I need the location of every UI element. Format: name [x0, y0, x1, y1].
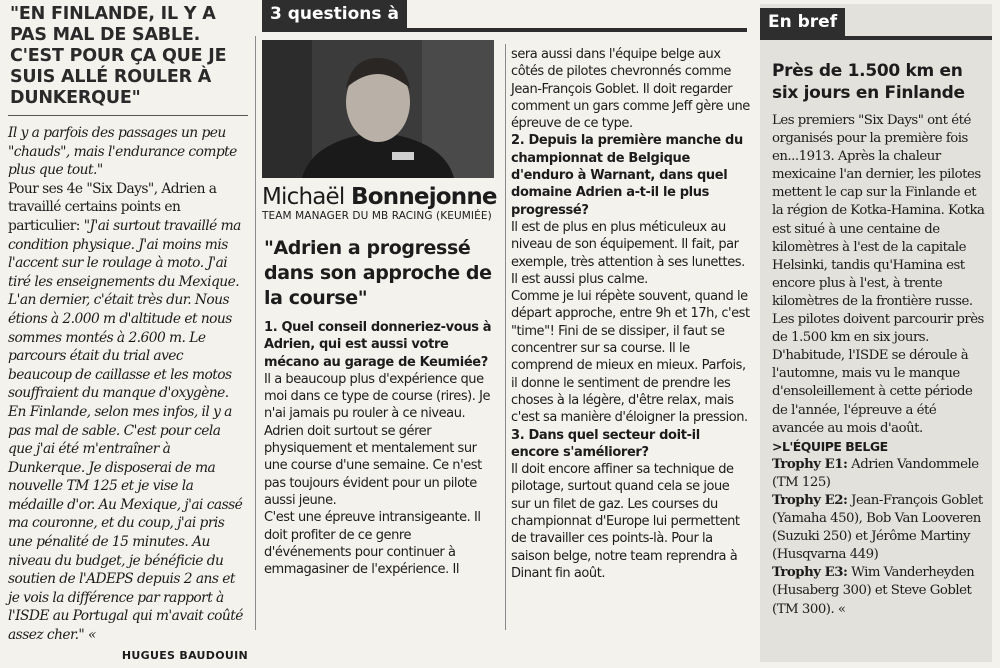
- person-portrait-icon: [262, 40, 494, 178]
- article-lead: Pour ses 4e "Six Days", Adrien a travaillé certains points en particulier:: [8, 180, 217, 234]
- answer-2: Il est de plus en plus méticuleux au niveau de son équipement. Il fait, par exemple, très attention à ses lunettes. Il est aussi plus calme.: [511, 219, 745, 287]
- question-3: 3. Dans quel secteur doit-il encore s'améliorer?: [511, 427, 700, 460]
- portrait-photo: [262, 40, 494, 178]
- brief-header: [760, 8, 992, 40]
- brief-header-label: En bref: [760, 8, 845, 36]
- brief-body: [772, 112, 986, 619]
- section-header: 3 questions à: [262, 0, 407, 28]
- divider: [8, 115, 248, 116]
- trophy-e2-label: Trophy E2:: [772, 492, 848, 508]
- interviewee-first-name: Michaël: [262, 184, 345, 210]
- article-quote: "J'ai surtout travaillé ma condition physique. J'ai moins mis l'accent sur le roulage à moto. J'ai tiré les enseignements du Mexique. L'an dernier, c'était très dur. Nous étions à 2.000 m d'altitude et nous sommes montés à 2.600 m. Le parcours était du trial avec beaucoup de caillasse et les motos souffraient du manque d'oxygène. En Finlande, selon mes infos, il y a pas mal de sable. C'est pour cela que j'ai été m'entraîner à Dunkerque. Je disposerai de ma nouvelle TM 125 et je vise la médaille d'or. Au Mexique, j'ai cassé ma couronne, et du coup, j'ai pris une pénalité de 15 minutes. Au niveau du budget, je bénéficie du soutien de l'ADEPS depuis 2 ans et je vois la différence par rapport à l'ISDE au Portugal qui m'avait coûté assez cher." «: [8, 217, 243, 644]
- article-intro: Il y a parfois des passages un peu "chauds", mais l'endurance compte plus que tout.": [8, 125, 237, 179]
- trophy-e1: [772, 456, 986, 492]
- answer-1-continued: C'est une épreuve intransigeante. Il doit profiter de ce genre d'événements pour continuer à emmagasiner de l'expérience. Il: [264, 510, 481, 578]
- answer-3: Il doit encore affiner sa technique de pilotage, surtout quand cela se joue sur un filet de gaz. Les courses du championnat d'Europe lui permettent de travailler ces points-là. Pour la saison belge, notre team reprendra à Dinant fin août.: [511, 462, 740, 581]
- interviewee-role: TEAM MANAGER DU MB RACING (KEUMIÉE): [262, 210, 492, 222]
- trophy-e2: [772, 492, 986, 564]
- interview-body: [262, 319, 500, 578]
- author-byline: HUGUES BAUDOUIN: [121, 648, 248, 662]
- question-1: 1. Quel conseil donneriez-vous à Adrien, qui est aussi votre mécano au garage de Keumiée?: [264, 320, 492, 370]
- brief-text: Les premiers "Six Days" ont été organisés pour la première fois en...1913. Après la chaleur mexicaine l'an dernier, les pilotes mettent le cap sur la Finlande et la région de Kotka-Hamina. Kotka est situé à une centaine de kilomètres à l'est de la capitale Helsinki, tandis qu'Hamina est encore plus à l'est, à trente kilomètres de la frontière russe. Les pilotes doivent parcourir près de 1.500 km en six jours. D'habitude, l'ISDE se déroule à l'automne, mais vu le manque d'ensoleillement à cette période de l'année, l'épreuve a été avancée au mois d'août.: [772, 113, 985, 436]
- answer-1-end: sera aussi dans l'équipe belge aux côtés de pilotes chevronnés comme Jean-François Goblet. Il doit regarder comment un gars comme Jeff gère une épreuve de ce type.: [511, 47, 750, 132]
- brief-title: Près de 1.500 km en six jours en Finlande: [772, 61, 965, 103]
- article-text: [8, 180, 248, 645]
- interviewee-last-name: Bonnejonne: [351, 184, 497, 210]
- question-2: 2. Depuis la première manche du championnat de Belgique d'enduro à Warnant, dans quel domaine Adrien a-t-il le plus progressé?: [511, 133, 743, 218]
- pull-quote: "EN FINLANDE, IL Y A PAS MAL DE SABLE. C'EST POUR ÇA QUE JE SUIS ALLÉ ROULER À DUNKERQUE": [10, 4, 227, 108]
- trophy-e2-riders: Jean-François Goblet (Yamaha 450), Bob Van Looveren (Suzuki 250) et Jérôme Martiny (Husqvarna 449): [772, 492, 983, 563]
- brief-header-line: [760, 36, 992, 40]
- brief-sidebar: [760, 4, 992, 662]
- answer-1: Il a beaucoup plus d'expérience que moi dans ce type de course (rires). Je n'ai jamais pu rouler à ce niveau. Adrien doit surtout se gérer physiquement et mentalement sur une course d'une semaine. Ce n'est pas toujours évident pour un pilote aussi jeune.: [264, 371, 491, 508]
- interview-body-continued: [511, 46, 751, 582]
- column-divider: [255, 36, 256, 630]
- interview-headline: "Adrien a progressé dans son approche de la course": [264, 237, 492, 309]
- trophy-e1-riders: Adrien Vandommele (TM 125): [772, 456, 979, 490]
- interviewee-name: [262, 184, 500, 210]
- trophy-e3-riders: Wim Vanderheyden (Husaberg 300) et Steve Goblet (TM 300). «: [772, 565, 975, 617]
- article-column: [8, 0, 248, 668]
- trophy-e1-label: Trophy E1:: [772, 456, 848, 472]
- answer-2-continued: Comme je lui répète souvent, quand le départ approche, entre 9h et 17h, c'est "time"! Fini de se dissiper, il faut se concentrer sur sa course. Il le comprend de mieux en mieux. Parfois, il donne le sentiment de prendre les choses à la légère, d'être relax, mais c'est sa manière d'éloigner la pression.: [511, 289, 750, 426]
- team-label: >L'ÉQUIPE BELGE: [772, 438, 888, 454]
- column-divider: [505, 44, 506, 630]
- trophy-e3-label: Trophy E3:: [772, 565, 848, 581]
- interview-column-continued: [511, 0, 751, 668]
- interview-column: [262, 0, 500, 668]
- trophy-e3: [772, 564, 986, 618]
- article-body: [8, 124, 248, 645]
